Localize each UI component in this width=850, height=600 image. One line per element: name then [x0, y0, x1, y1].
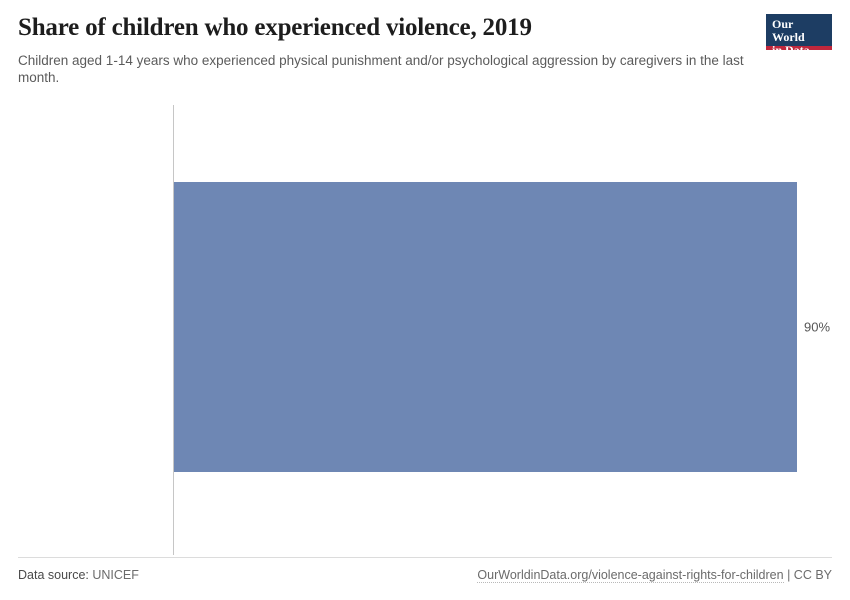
bar-row — [174, 182, 831, 472]
bar-chart — [0, 100, 850, 555]
data-source-label: Data source: — [18, 568, 89, 582]
license-label[interactable]: CC BY — [793, 568, 832, 582]
page-title: Share of children who experienced violence, 2019 — [18, 14, 532, 41]
footer-attribution — [477, 568, 832, 582]
chart-footer — [18, 565, 832, 589]
owid-logo[interactable] — [766, 14, 832, 57]
bar-central-african-republic[interactable] — [174, 182, 797, 472]
footer-separator: | — [787, 568, 791, 582]
data-source-value: UNICEF — [92, 568, 139, 582]
chart-subtitle: Children aged 1-14 years who experienced physical punishment and/or psychological aggression by caregivers in the last month. — [18, 52, 744, 85]
owid-url-link[interactable]: OurWorldinData.org/violence-against-rights-for-children — [477, 568, 784, 582]
data-source — [18, 568, 139, 582]
chart-header — [18, 14, 832, 86]
footer-divider — [18, 557, 832, 558]
owid-logo-line-1: Our World — [772, 17, 805, 44]
owid-logo-line-2: in Data — [772, 43, 810, 57]
bar-value-label: 90% — [804, 319, 831, 335]
